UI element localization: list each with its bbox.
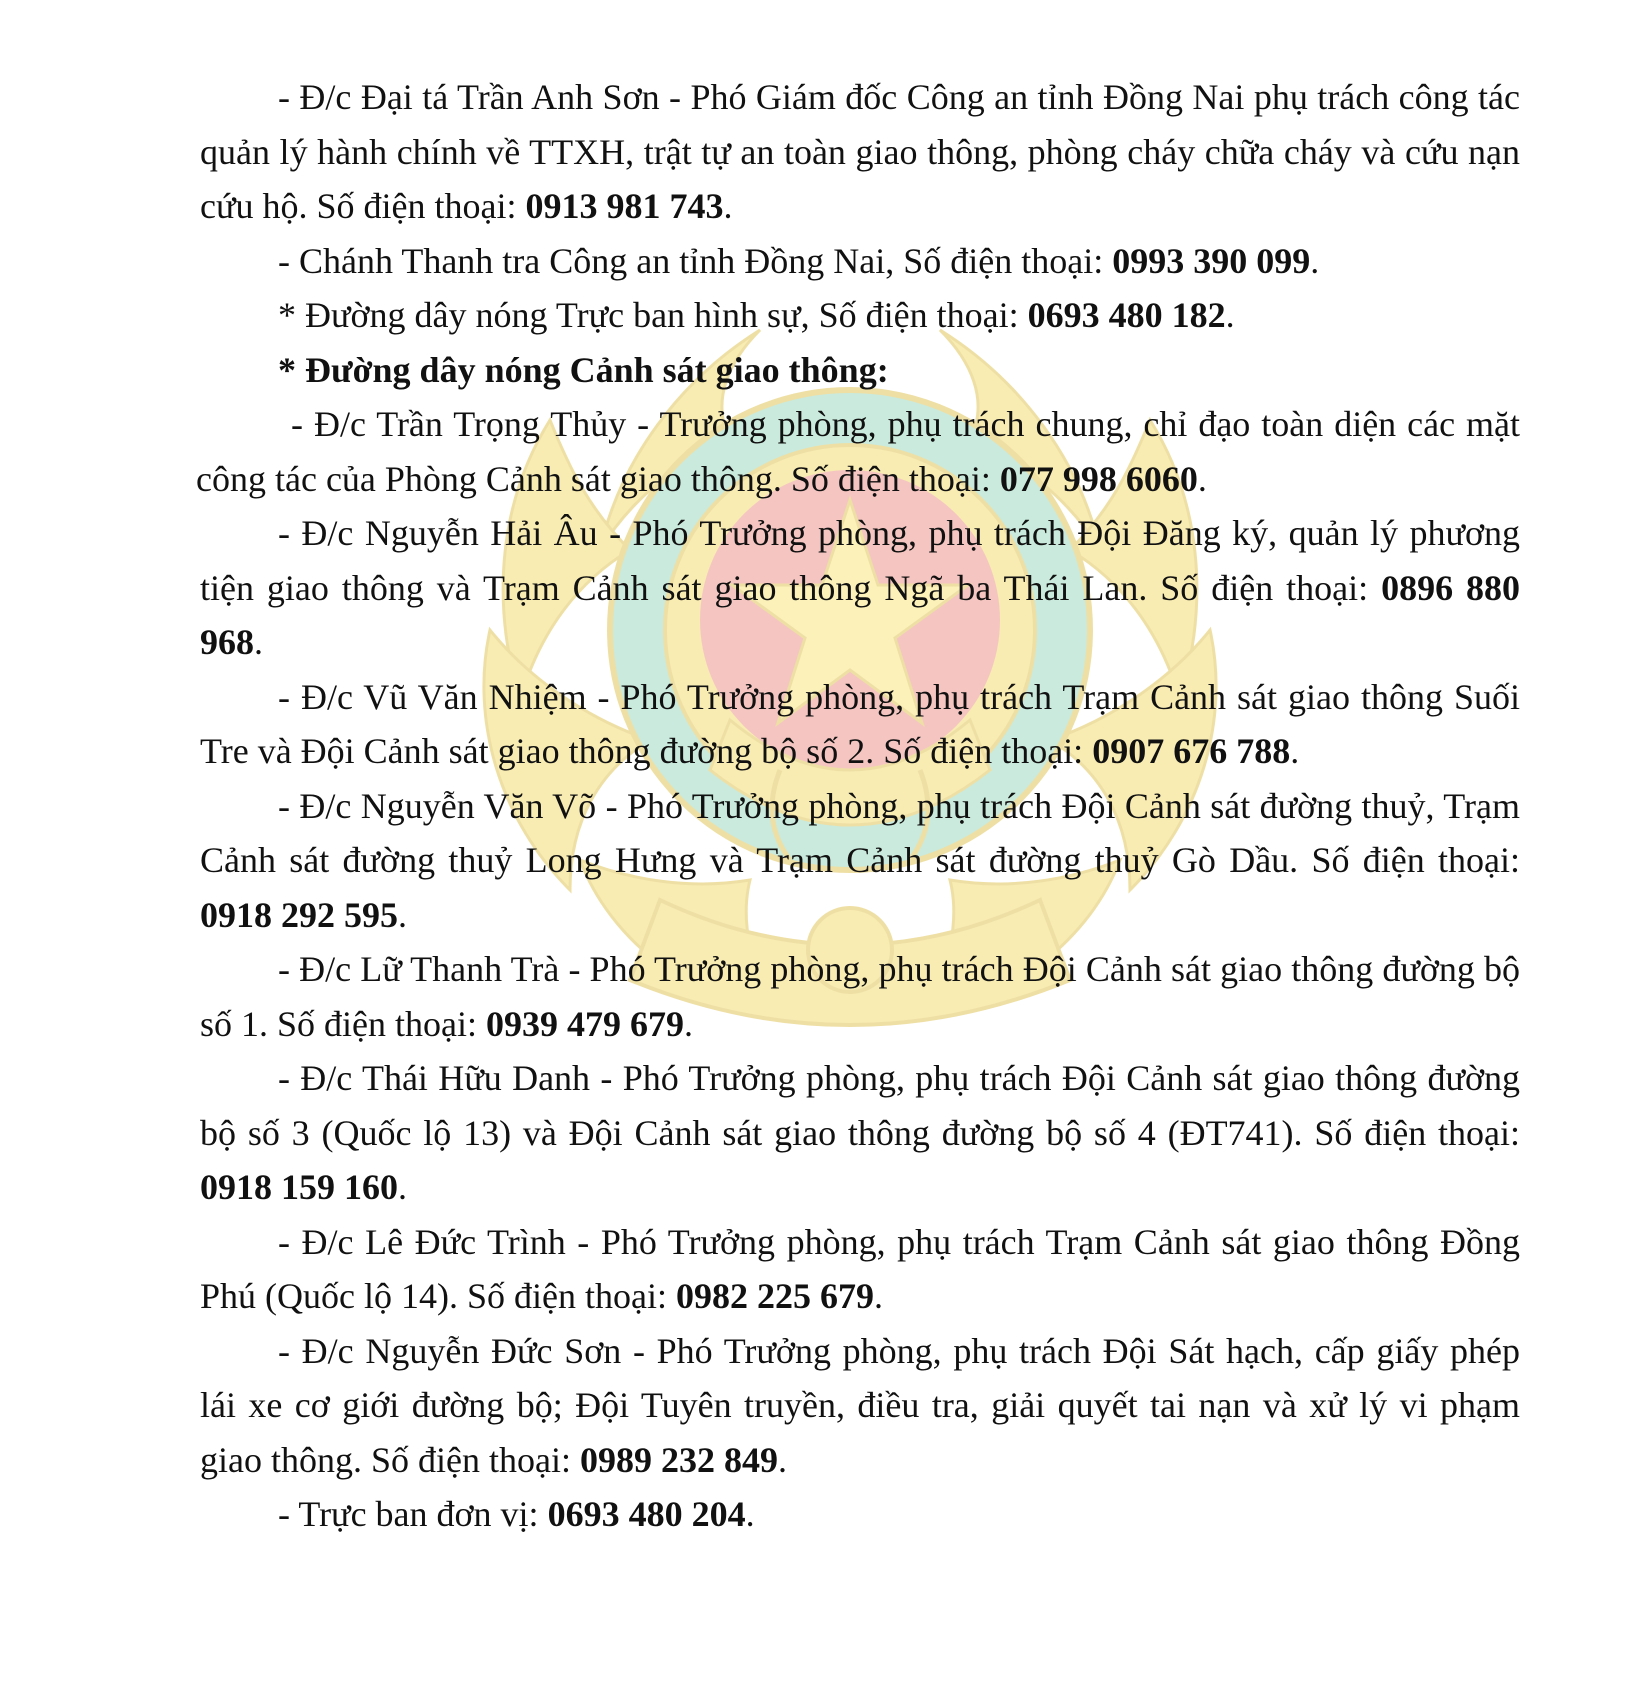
phone-number: 0918 292 595 — [200, 894, 398, 935]
paragraph-8: - Đ/c Nguyễn Văn Võ - Phó Trưởng phòng, phụ trách Đội Cảnh sát đường thuỷ, Trạm Cảnh sát đường thuỷ Long Hưng và Trạm Cảnh sát đường thuỷ Gò Dầu. Số điện thoại: 0918 292 595. — [200, 785, 1520, 935]
paragraph-text: - Trực ban đơn vị: — [278, 1494, 548, 1534]
paragraph-text: - Đ/c Nguyễn Văn Võ - Phó Trưởng phòng, phụ trách Đội Cảnh sát đường thuỷ, Trạm Cảnh sát đường thuỷ Long Hưng và Trạm Cảnh sát đường thuỷ Gò Dầu. Số điện thoại: — [200, 785, 1520, 880]
phone-number: 0693 480 204 — [547, 1494, 746, 1534]
paragraph-13: - Trực ban đơn vị: 0693 480 204. — [278, 1494, 755, 1534]
paragraph-6: - Đ/c Nguyễn Hải Âu - Phó Trưởng phòng, phụ trách Đội Đăng ký, quản lý phương tiện giao thông và Trạm Cảnh sát giao thông Ngã ba Thái Lan. Số điện thoại: 0896 880 968. — [200, 513, 1520, 662]
phone-number: 0693 480 182 — [1027, 295, 1226, 335]
paragraph-11: - Đ/c Lê Đức Trình - Phó Trưởng phòng, phụ trách Trạm Cảnh sát giao thông Đồng Phú (Quốc lộ 14). Số điện thoại: 0982 225 679. — [200, 1221, 1520, 1316]
phone-number: 077 998 6060 — [999, 458, 1198, 499]
paragraph-text: - Đ/c Vũ Văn Nhiệm - Phó Trưởng phòng, phụ trách Trạm Cảnh sát giao thông Suối Tre và Đội Cảnh sát giao thông đường bộ số 2. Số điện thoại: — [200, 676, 1520, 771]
paragraph-3: * Đường dây nóng Trực ban hình sự, Số điện thoại: 0693 480 182. — [278, 295, 1235, 335]
phone-number: 0993 390 099 — [1112, 240, 1311, 281]
paragraph-10: - Đ/c Thái Hữu Danh - Phó Trưởng phòng, phụ trách Đội Cảnh sát giao thông đường bộ số 3 (Quốc lộ 13) và Đội Cảnh sát giao thông đường bộ số 4 (ĐT741). Số điện thoại: 0918 159 160. — [200, 1058, 1520, 1207]
paragraph-1: - Đ/c Đại tá Trần Anh Sơn - Phó Giám đốc Công an tỉnh Đồng Nai phụ trách công tác quản lý hành chính về TTXH, trật tự an toàn giao thông, phòng cháy chữa cháy và cứu nạn cứu hộ. Số điện thoại: 0913 981 743. — [200, 77, 1520, 226]
phone-number: 0907 676 788 — [1092, 731, 1291, 771]
paragraph-text: - Đ/c Đại tá Trần Anh Sơn - Phó Giám đốc Công an tỉnh Đồng Nai phụ trách công tác quản lý hành chính về TTXH, trật tự an toàn giao thông, phòng cháy chữa cháy và cứu nạn cứu hộ. Số điện thoại: — [200, 77, 1520, 226]
paragraph-7: - Đ/c Vũ Văn Nhiệm - Phó Trưởng phòng, phụ trách Trạm Cảnh sát giao thông Suối Tre và Đội Cảnh sát giao thông đường bộ số 2. Số điện thoại: 0907 676 788. — [200, 676, 1520, 771]
paragraph-2: - Chánh Thanh tra Công an tỉnh Đồng Nai, Số điện thoại: 0993 390 099. — [278, 240, 1320, 281]
phone-number: 0896 880 968 — [200, 567, 1520, 662]
paragraph-text: - Đ/c Lữ Thanh Trà - Phó Trưởng phòng, phụ trách Đội Cảnh sát giao thông đường bộ số 1. Số điện thoại: — [200, 949, 1520, 1044]
paragraph-12: - Đ/c Nguyễn Đức Sơn - Phó Trưởng phòng, phụ trách Đội Sát hạch, cấp giấy phép lái xe cơ giới đường bộ; Đội Tuyên truyền, điều tra, giải quyết tai nạn và xử lý vi phạm giao thông. Số điện thoại: 0989 232 849. — [200, 1330, 1520, 1480]
paragraph-text: - Đ/c Nguyễn Đức Sơn - Phó Trưởng phòng, phụ trách Đội Sát hạch, cấp giấy phép lái xe cơ giới đường bộ; Đội Tuyên truyền, điều tra, giải quyết tai nạn và xử lý vi phạm giao thông. Số điện thoại: — [200, 1330, 1520, 1480]
heading-text: * Đường dây nóng Cảnh sát giao thông: — [278, 349, 889, 390]
phone-number: 0939 479 679 — [486, 1003, 684, 1044]
phone-number: 0918 159 160 — [200, 1167, 398, 1207]
paragraph-9: - Đ/c Lữ Thanh Trà - Phó Trưởng phòng, phụ trách Đội Cảnh sát giao thông đường bộ số 1. Số điện thoại: 0939 479 679. — [200, 949, 1520, 1044]
document-body — [196, 70, 1520, 1542]
phone-number: 0913 981 743 — [525, 186, 724, 226]
phone-number: 0989 232 849 — [579, 1439, 778, 1480]
paragraph-text: - Đ/c Nguyễn Hải Âu - Phó Trưởng phòng, phụ trách Đội Đăng ký, quản lý phương tiện giao thông và Trạm Cảnh sát giao thông Ngã ba Thái Lan. Số điện thoại: — [200, 513, 1520, 608]
paragraph-5: - Đ/c Trần Trọng Thủy - Trưởng phòng, phụ trách chung, chỉ đạo toàn diện các mặt công tác của Phòng Cảnh sát giao thông. Số điện thoại: 077 998 6060. — [196, 404, 1520, 499]
paragraph-text: - Đ/c Trần Trọng Thủy - Trưởng phòng, phụ trách chung, chỉ đạo toàn diện các mặt công tác của Phòng Cảnh sát giao thông. Số điện thoại: — [196, 404, 1520, 499]
paragraph-text: * Đường dây nóng Trực ban hình sự, Số điện thoại: — [278, 295, 1028, 335]
section-heading — [200, 343, 1520, 398]
paragraph-text: - Đ/c Lê Đức Trình - Phó Trưởng phòng, phụ trách Trạm Cảnh sát giao thông Đồng Phú (Quốc lộ 14). Số điện thoại: — [200, 1221, 1520, 1316]
paragraph-text: - Chánh Thanh tra Công an tỉnh Đồng Nai, Số điện thoại: — [278, 240, 1113, 281]
paragraph-text: - Đ/c Thái Hữu Danh - Phó Trưởng phòng, phụ trách Đội Cảnh sát giao thông đường bộ số 3 (Quốc lộ 13) và Đội Cảnh sát giao thông đường bộ số 4 (ĐT741). Số điện thoại: — [200, 1058, 1520, 1153]
phone-number: 0982 225 679 — [675, 1276, 874, 1316]
